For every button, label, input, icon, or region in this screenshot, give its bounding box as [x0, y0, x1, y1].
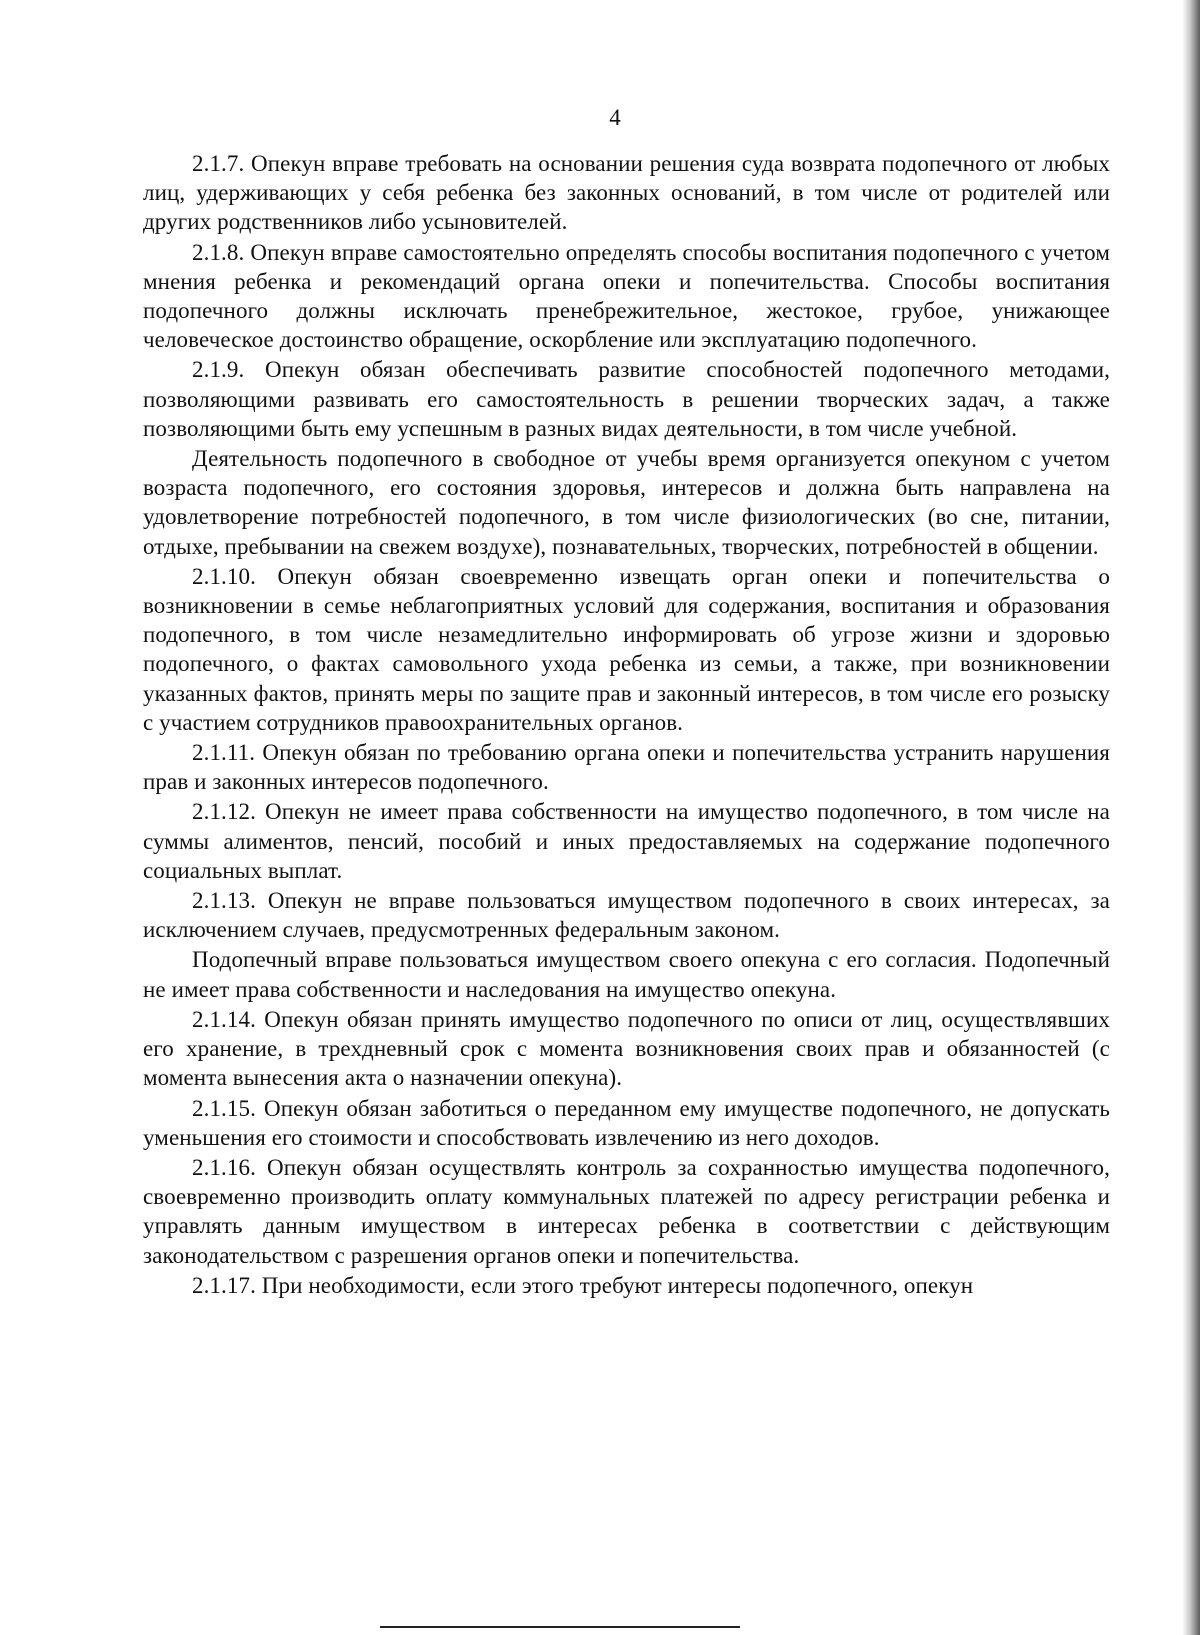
paragraph-2-1-7: 2.1.7. Опекун вправе требовать на основании решения суда возврата подопечного от любых лиц, удерживающих у себя ребенка без законных оснований, в том числе от родителей или других родственников либо усыновителей.	[143, 151, 1110, 235]
paragraph-2-1-8: 2.1.8. Опекун вправе самостоятельно определять способы воспитания подопечного с учетом мнения ребенка и рекомендаций органа опеки и попечительства. Способы воспитания подопечного должны исключать пренебрежительное, жестокое, грубое, унижающее человеческое достоинство обращение, оскорбление или эксплуатацию подопечного.	[143, 239, 1110, 353]
bottom-scan-rule	[380, 1626, 740, 1628]
page-number: 4	[609, 105, 621, 130]
paragraph-2-1-17: 2.1.17. При необходимости, если этого требуют интересы подопечного, опекун	[192, 1272, 974, 1298]
paragraph-2-1-15: 2.1.15. Опекун обязан заботиться о переданном ему имуществе подопечного, не допускать уменьшения его стоимости и способствовать извлечению из него доходов.	[143, 1095, 1110, 1150]
paragraph-2-1-13: 2.1.13. Опекун не вправе пользоваться имуществом подопечного в своих интересах, за исключением случаев, предусмотренных федеральным законом.	[143, 888, 1110, 943]
paragraph-2-1-14: 2.1.14. Опекун обязан принять имущество подопечного по описи от лиц, осуществлявших его хранение, в трехдневный срок с момента возникновения своих прав и обязанностей (с момента вынесения акта о назначении опекуна).	[143, 1006, 1110, 1091]
paragraph-2-1-12: 2.1.12. Опекун не имеет права собственности на имущество подопечного, в том числе на суммы алиментов, пенсий, пособий и иных предоставляемых на содержание подопечного социальных выплат.	[143, 799, 1110, 883]
paragraph-2-1-16: 2.1.16. Опекун обязан осуществлять контроль за сохранностью имущества подопечного, своевременно производить оплату коммунальных платежей по адресу регистрации ребенка и управлять данным имуществом в интересах ребенка в соответствии с действующим законодательством с разрешения органов опеки и попечительства.	[143, 1154, 1110, 1268]
document-body	[143, 149, 1110, 1301]
scan-edge-shadow	[1182, 0, 1200, 1635]
paragraph-2-1-11: 2.1.11. Опекун обязан по требованию органа опеки и попечительства устранить нарушения прав и законных интересов подопечного.	[143, 740, 1110, 795]
paragraph-2-1-10: 2.1.10. Опекун обязан своевременно извещать орган опеки и попечительства о возникновении в семье неблагоприятных условий для содержания, воспитания и образования подопечного, в том числе незамедлительно информировать об угрозе жизни и здоровью подопечного, о фактах самовольного ухода ребенка из семьи, а также, при возникновении указанных фактов, принять меры по защите прав и законный интересов, в том числе его розыску с участием сотрудников правоохранительных органов.	[143, 563, 1110, 735]
paragraph-2-1-9: 2.1.9. Опекун обязан обеспечивать развитие способностей подопечного методами, позволяющими развивать его самостоятельность в решении творческих задач, а также позволяющими быть ему успешным в разных видах деятельности, в том числе учебной.	[143, 357, 1110, 441]
paragraph-ward-property-use: Подопечный вправе пользоваться имуществом своего опекуна с его согласия. Подопечный не имеет права собственности и наследования на имущество опекуна.	[143, 947, 1110, 1002]
paragraph-free-time-activity: Деятельность подопечного в свободное от учебы время организуется опекуном с учетом возраста подопечного, его состояния здоровья, интересов и должна быть направлена на удовлетворение потребностей подопечного, в том числе физиологических (во сне, питании, отдыхе, пребывании на свежем воздухе), познавательных, творческих, потребностей в общении.	[143, 446, 1110, 559]
